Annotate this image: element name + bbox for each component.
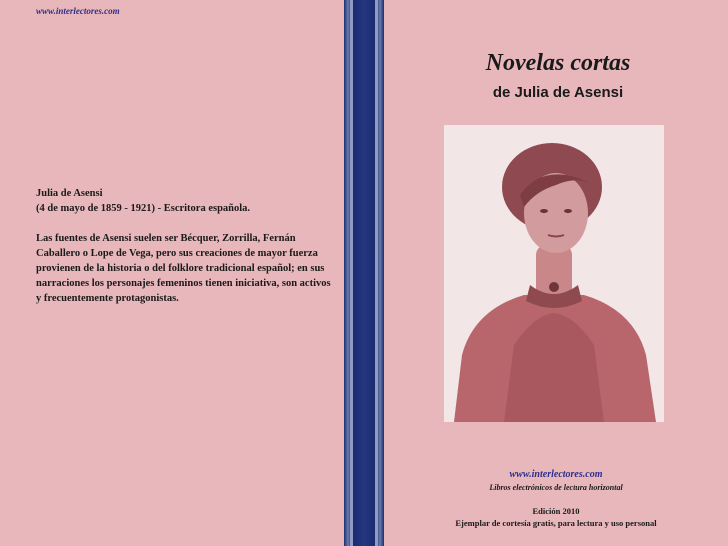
author-portrait [444, 125, 664, 422]
courtesy-note: Ejemplar de cortesía gratis, para lectura y uso personal [455, 518, 657, 528]
front-site-url[interactable]: www.interlectores.com [509, 469, 603, 480]
back-site-url[interactable]: www.interlectores.com [36, 6, 120, 16]
portrait-image [444, 125, 664, 422]
book-title: Novelas cortas [485, 50, 631, 76]
edition-label: Edición 2010 [532, 506, 580, 516]
book-spine [344, 0, 384, 546]
spine-stripe-right [375, 0, 378, 546]
front-tagline: Libros electrónicos de lectura horizontal [489, 483, 623, 492]
book-subtitle: de Julia de Asensi [492, 84, 624, 101]
author-bio: Julia de Asensi (4 de mayo de 1859 - 1921) - Escritora española. Las fuentes de Asensi suelen ser Bécquer, Zorrilla, Fernán Caballero o Lope de Vega, pero sus creaciones de mayor fuerza provienen de la historia o del folklore tradicional español; en sus narraciones los personajes femeninos tienen iniciativa, son activos y frecuentemente protagonistas. [36, 188, 331, 304]
front-footer [424, 468, 688, 529]
spine-stripe-left [350, 0, 353, 546]
